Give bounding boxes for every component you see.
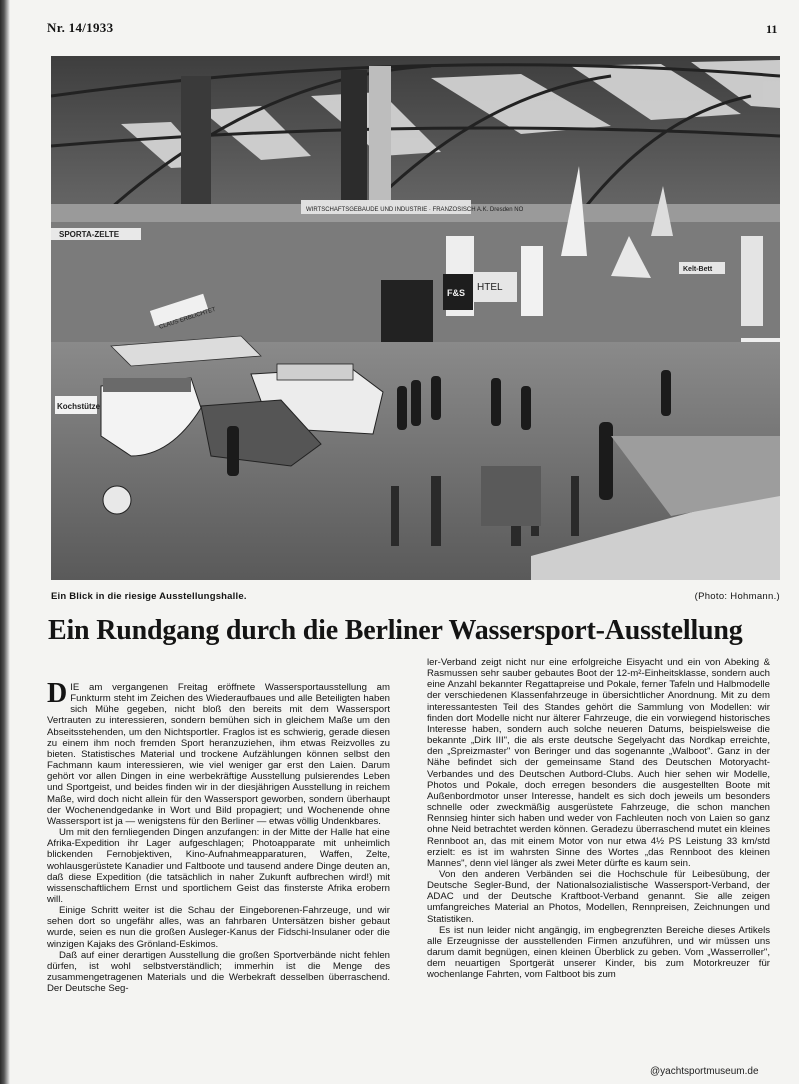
issue-number: Nr. 14/1933 bbox=[47, 20, 114, 35]
article-paragraph: Um mit den fernliegenden Dingen anzufangen: in der Mitte der Halle hat eine Afrika-Expedition ihr Lager aufgeschlagen; Photoapparate mit unheimlich blickenden Fernobjektiven, Kino-Aufnahmeapparaturen, Waffen, Zelte, wohlausgerüstete Kanadier und Faltboote und tausend andere Dinge deuten an, daß diese Expedition (die tatsächlich in naher Zukunft aufbrechen wird!) mit wissenschaftlichem Ernst und sportlichem Geist das finsterste Afrika erobern will. bbox=[47, 827, 390, 905]
gallery-banner: WIRTSCHAFTSGEBAUDE UND INDUSTRIE · FRANZOSISCH A.K. Dresden NO bbox=[306, 207, 524, 213]
page-binding-edge bbox=[0, 0, 10, 1084]
photo-credit: (Photo: Hohmann.) bbox=[694, 591, 780, 602]
article-title: Ein Rundgang durch die Berliner Wassersport-Ausstellung bbox=[48, 615, 743, 646]
exhibition-hall-photo bbox=[51, 56, 780, 580]
article-paragraph: Einige Schritt weiter ist die Schau der Eingeborenen-Fahrzeuge, und wir sehen dort so ungefähr alles, was an fahrbaren Untersätzen bisher gebaut wurde, seien es nun die großen Ausleger-Kanus der Fidschi-Insulaner oder die winzigen Kajaks des Grönland-Eskimos. bbox=[47, 905, 390, 950]
page-number: 11 bbox=[766, 22, 778, 36]
article-column-right bbox=[427, 657, 770, 981]
article-paragraph: Es ist nun leider nicht angängig, im engbegrenzten Bereiche dieses Artikels alle Erzeugnisse der ausstellenden Firmen anzuführen, und wir müssen uns darum damit begnügen, einen kleinen Überblick zu geben. Vom „Wasserroller", dem neuartigen Sportgerät unserer Kinder, bis zum Motorkreuzer für wochenlange Fahrten, vom Faltboot bis zum bbox=[427, 924, 770, 981]
sporta-sign: SPORTA-ZELTE bbox=[59, 230, 120, 239]
article-paragraph: DIE am vergangenen Freitag eröffnete Wassersportausstellung am Funkturm steht im Zeichen des Wiederaufbaues und alle Beteiligten haben sich Mühe gegeben, nicht bloß den bereits mit dem Wassersport Vertrauten zu interessieren, sondern bemühen sich in gleichem Maße um den Abseitsstehenden, um den Nichtsportler. Fraglos ist es schwierig, gerade diesen zu einem ihm noch fremden Sport heranzuziehen, ihm etwas Reizvolles zu bieten. Statistisches Material und trockene Aufzählungen können selbst den Fachmann kaum interessieren, wie viel weniger gar erst den Laien. Darum gehört vor allen Dingen in eine werbekräftige Ausstellung pulsierendes Leben und Sportgeist, und beides finden wir in der diesjährigen Ausstellung in reichem Maße, wird doch nicht allein für den Wassersport geworben, sondern überhaupt der Wochenendgedanke in Wort und Bild propagiert; und Wochenende ohne Wassersport ist ja — wenigstens für den Berliner — etwas völlig Undenkbares. bbox=[47, 678, 390, 827]
photo-caption bbox=[51, 591, 780, 607]
drop-cap: D bbox=[47, 678, 68, 709]
caption-text: Ein Blick in die riesige Ausstellungshalle. bbox=[51, 591, 247, 602]
hotel-sign: HTEL bbox=[477, 282, 503, 293]
article-paragraph: ler-Verband zeigt nicht nur eine erfolgreiche Eisyacht und ein von Abeking & Rasmussen sehr sauber gebautes Boot der 12-m²-Einheitsklasse, sondern auch eine Anzahl bekannter Regattapreise und Pokale, ferner Tafeln und Halbmodelle der verschiedenen Klassenfahrzeuge in übersichtlicher Anordnung. Mit zu dem interessantesten Teil des Standes gehört die Sammlung von Modellen: wir finden dort Modelle nicht nur älterer Fahrzeuge, die ein vorwiegend historisches Interesse haben, sondern auch solche neueren Datums, beispielsweise die bekannte „Dirk III", die als erste deutsche Segelyacht das Nordkap erreichte, den „Spreizmaster" von Beringer und das sogenannte „Walboot". Ganz in der Nähe befindet sich der gemeinsame Stand des Deutschen Motoryacht-Verbandes und des Deutschen Autbord-Clubs. Auch hier sehen wir Modelle, Photos und Pokale, doch erregen besonders die ausgestellten Boote mit Außenbordmotor unser Interesse, handelt es sich doch jeweils um besonders schnelle oder zweckmäßig ausgerüstete Fahrzeuge, die schon manchen Rennsieg hinter sich haben und weder von Fachleuten noch von Laien so ganz ohne Neid betrachtet werden können. Geradezu überraschend mutet ein kleines Rennboot an, das mit einem Motor von nur etwa 4½ PS Leistung 33 km/std erzielt: es ist im wahrsten Sinne des Wortes „das Rennboot des kleinen Mannes", denn viel länger als zwei Meter dürfte es kaum sein. bbox=[427, 657, 770, 869]
article-column-left bbox=[47, 678, 390, 995]
fs-sign: F&S bbox=[447, 288, 465, 298]
watermark: @yachtsportmuseum.de bbox=[650, 1066, 759, 1077]
article-paragraph: Daß auf einer derartigen Ausstellung die großen Sportverbände nicht fehlen dürfen, ist wohl selbstverständlich; immerhin ist die Menge des zusammengetragenen Materials und die Werbekraft desselben überraschend. Der Deutsche Seg- bbox=[47, 949, 390, 995]
kelt-bett-sign: Kelt-Bett bbox=[683, 266, 713, 273]
kochstuetze-sign: Kochstütze bbox=[57, 402, 101, 411]
article-paragraph: Von den anderen Verbänden sei die Hochschule für Leibesübung, der Deutsche Segler-Bund, der Nationalsozialistische Wassersport-Verband, der ADAC und der Deutsche Kraftboot-Verband genannt. Sie alle zeigen umfangreiches Material an Photos, Modellen, Rennpreisen, Zeichnungen und Statistiken. bbox=[427, 868, 770, 925]
claus-sign: CLAUS ERBLICHTET bbox=[158, 306, 217, 331]
